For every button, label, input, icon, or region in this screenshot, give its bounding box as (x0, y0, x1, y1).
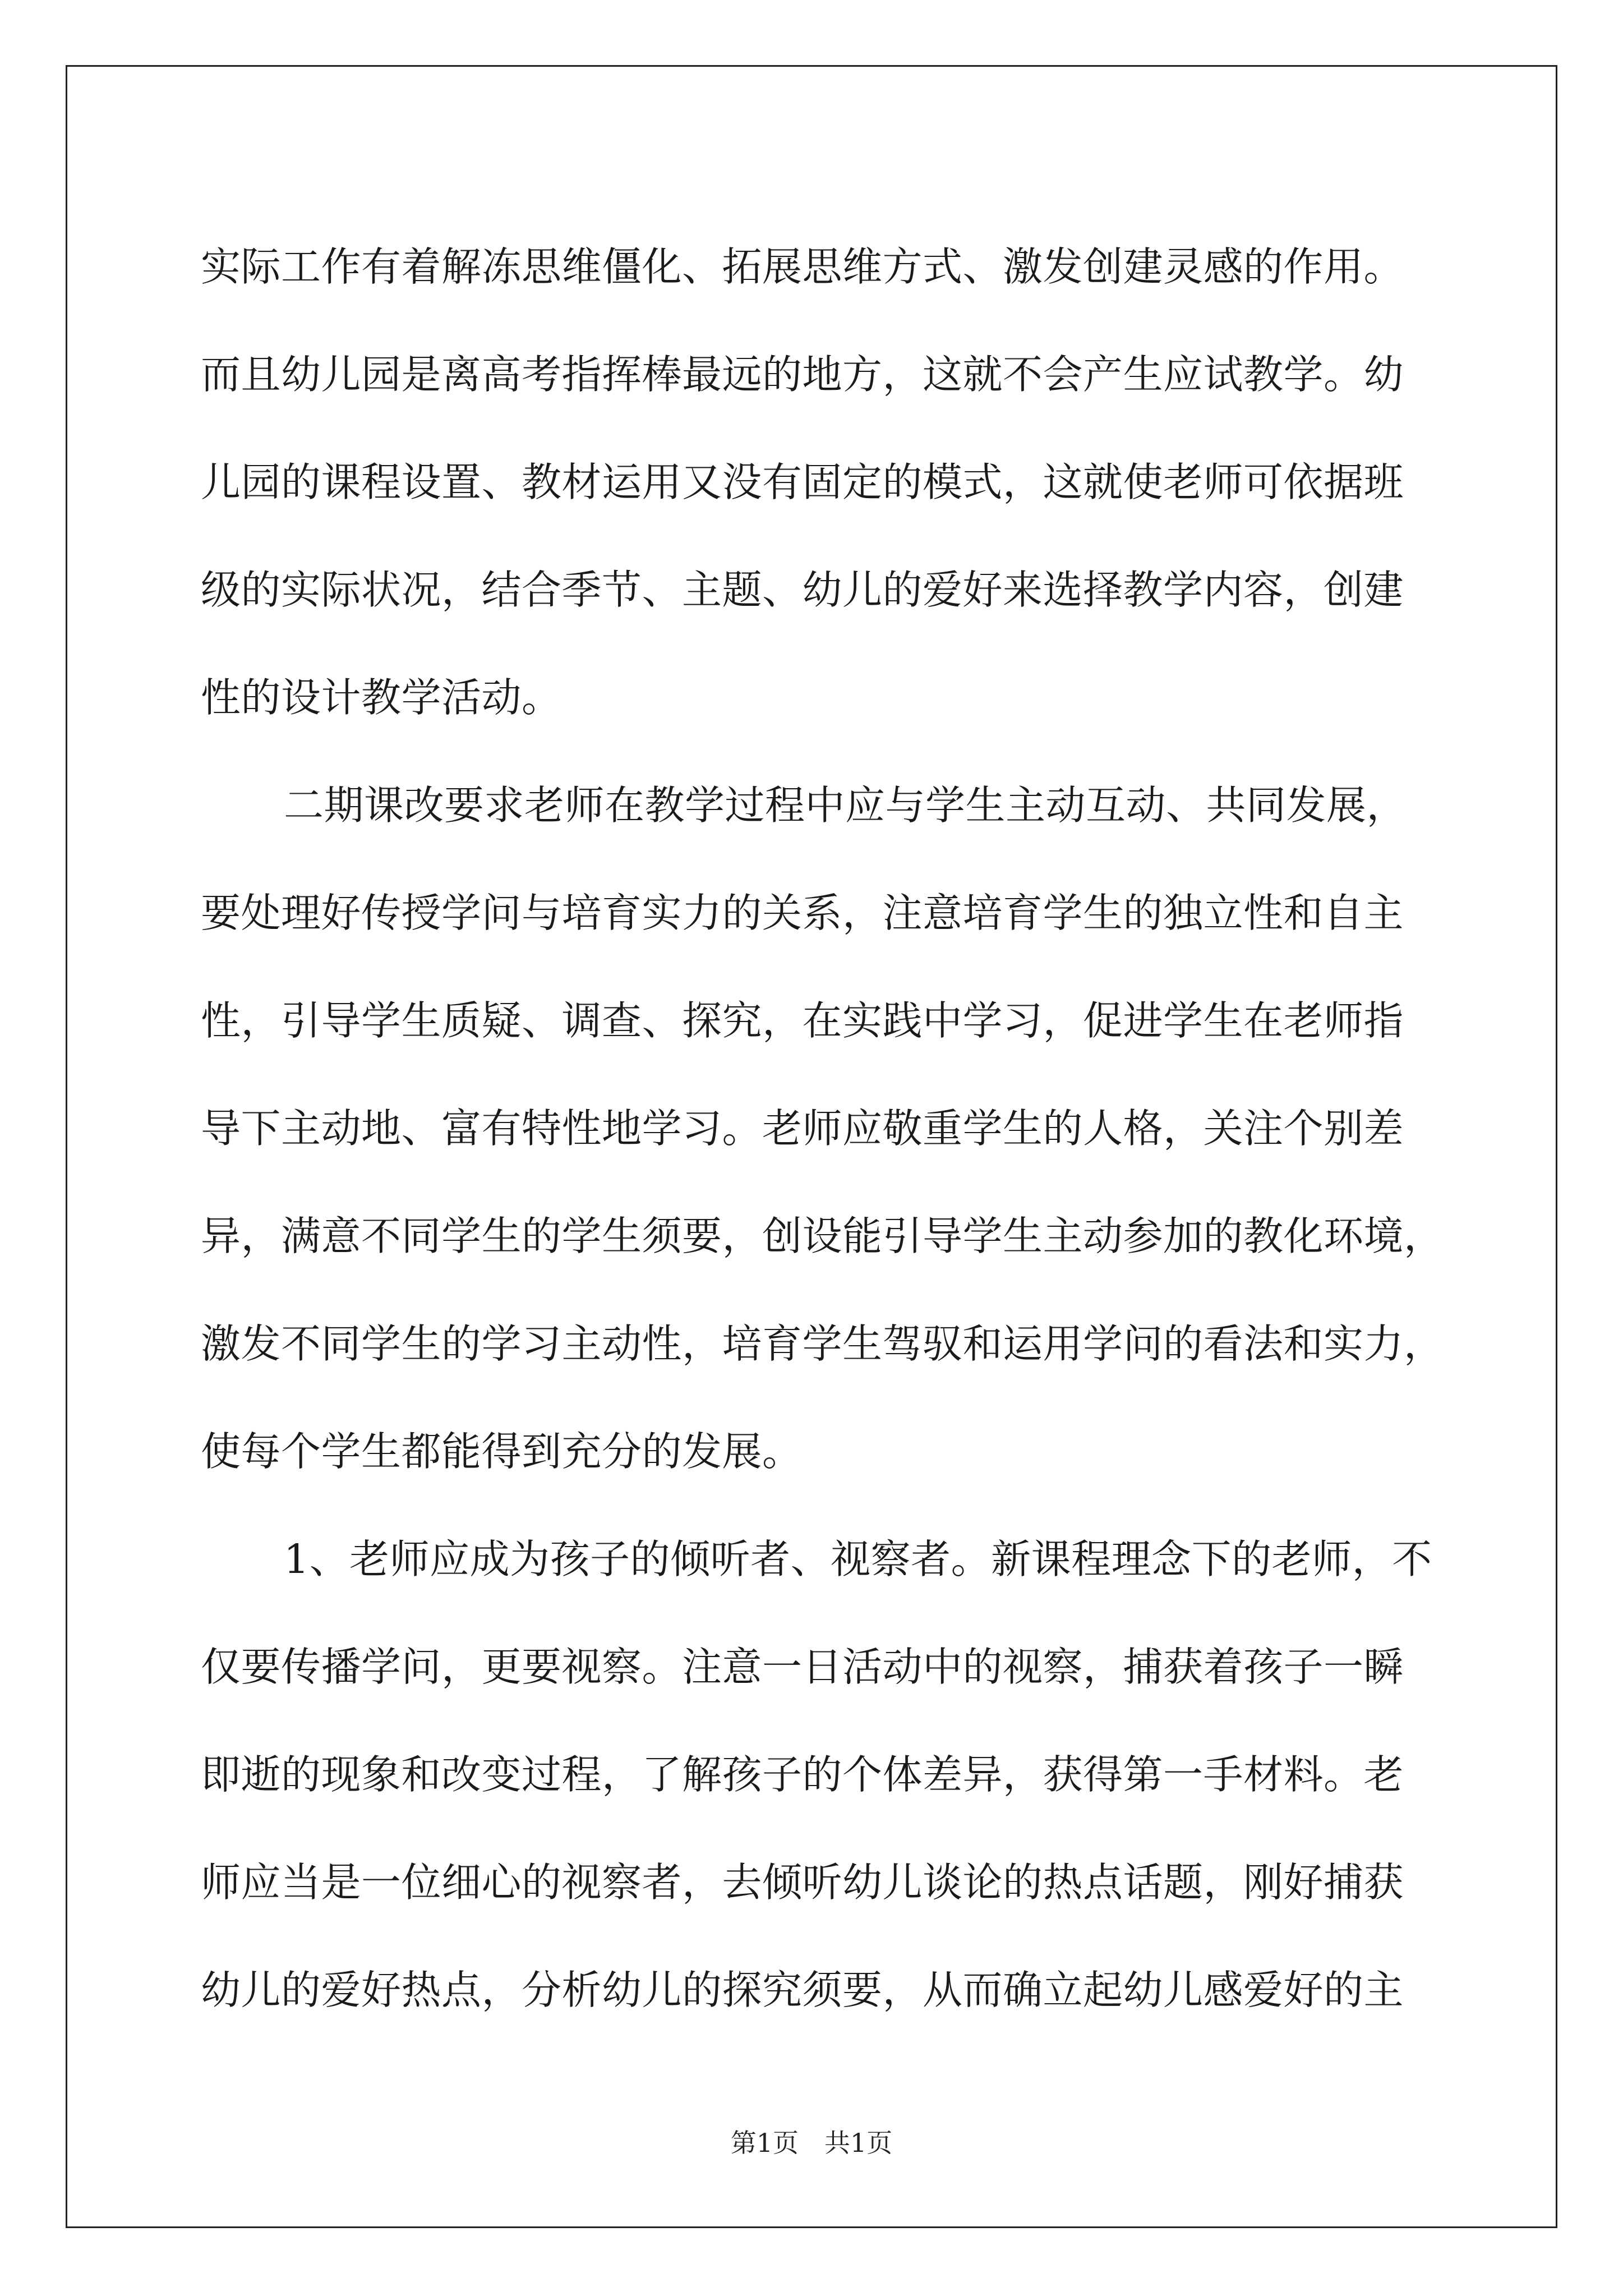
text-line-9: 导下主动地、富有特性地学习。老师应敬重学生的人格，关注个别差 (201, 1105, 1404, 1152)
text-line-5: 性的设计教学活动。 (201, 674, 562, 721)
text-line-16: 师应当是一位细心的视察者，去倾听幼儿谈论的热点话题，刚好捕获 (201, 1859, 1404, 1906)
text-line-17: 幼儿的爱好热点，分析幼儿的探究须要，从而确立起幼儿感爱好的主 (201, 1967, 1404, 2013)
text-line-15: 即逝的现象和改变过程，了解孩子的个体差异，获得第一手材料。老 (201, 1751, 1404, 1798)
text-line-8: 性，引导学生质疑、调查、探究，在实践中学习，促进学生在老师指 (201, 997, 1404, 1044)
text-line-6: 二期课改要求老师在教学过程中应与学生主动互动、共同发展， (284, 782, 1407, 829)
text-line-10: 异，满意不同学生的学生须要，创设能引导学生主动参加的教化环境， (201, 1213, 1444, 1259)
text-line-1: 实际工作有着解冻思维僵化、拓展思维方式、激发创建灵感的作用。 (201, 243, 1404, 290)
text-line-7: 要处理好传授学问与培育实力的关系，注意培育学生的独立性和自主 (201, 890, 1404, 936)
text-line-2: 而且幼儿园是离高考指挥棒最远的地方，这就不会产生应试教学。幼 (201, 351, 1404, 398)
text-line-13: 1、老师应成为孩子的倾听者、视察者。新课程理念下的老师，不 (284, 1536, 1432, 1582)
text-line-14: 仅要传播学问，更要视察。注意一日活动中的视察，捕获着孩子一瞬 (201, 1644, 1404, 1690)
document-body (201, 213, 1444, 2044)
text-line-3: 儿园的课程设置、教材运用又没有固定的模式，这就使老师可依据班 (201, 459, 1404, 505)
text-line-12: 使每个学生都能得到充分的发展。 (201, 1428, 803, 1475)
text-line-11: 激发不同学生的学习主动性，培育学生驾驭和运用学问的看法和实力， (201, 1320, 1444, 1367)
page-footer: 第1页 共1页 (730, 2128, 893, 2158)
text-line-4: 级的实际状况，结合季节、主题、幼儿的爱好来选择教学内容，创建 (201, 567, 1404, 613)
